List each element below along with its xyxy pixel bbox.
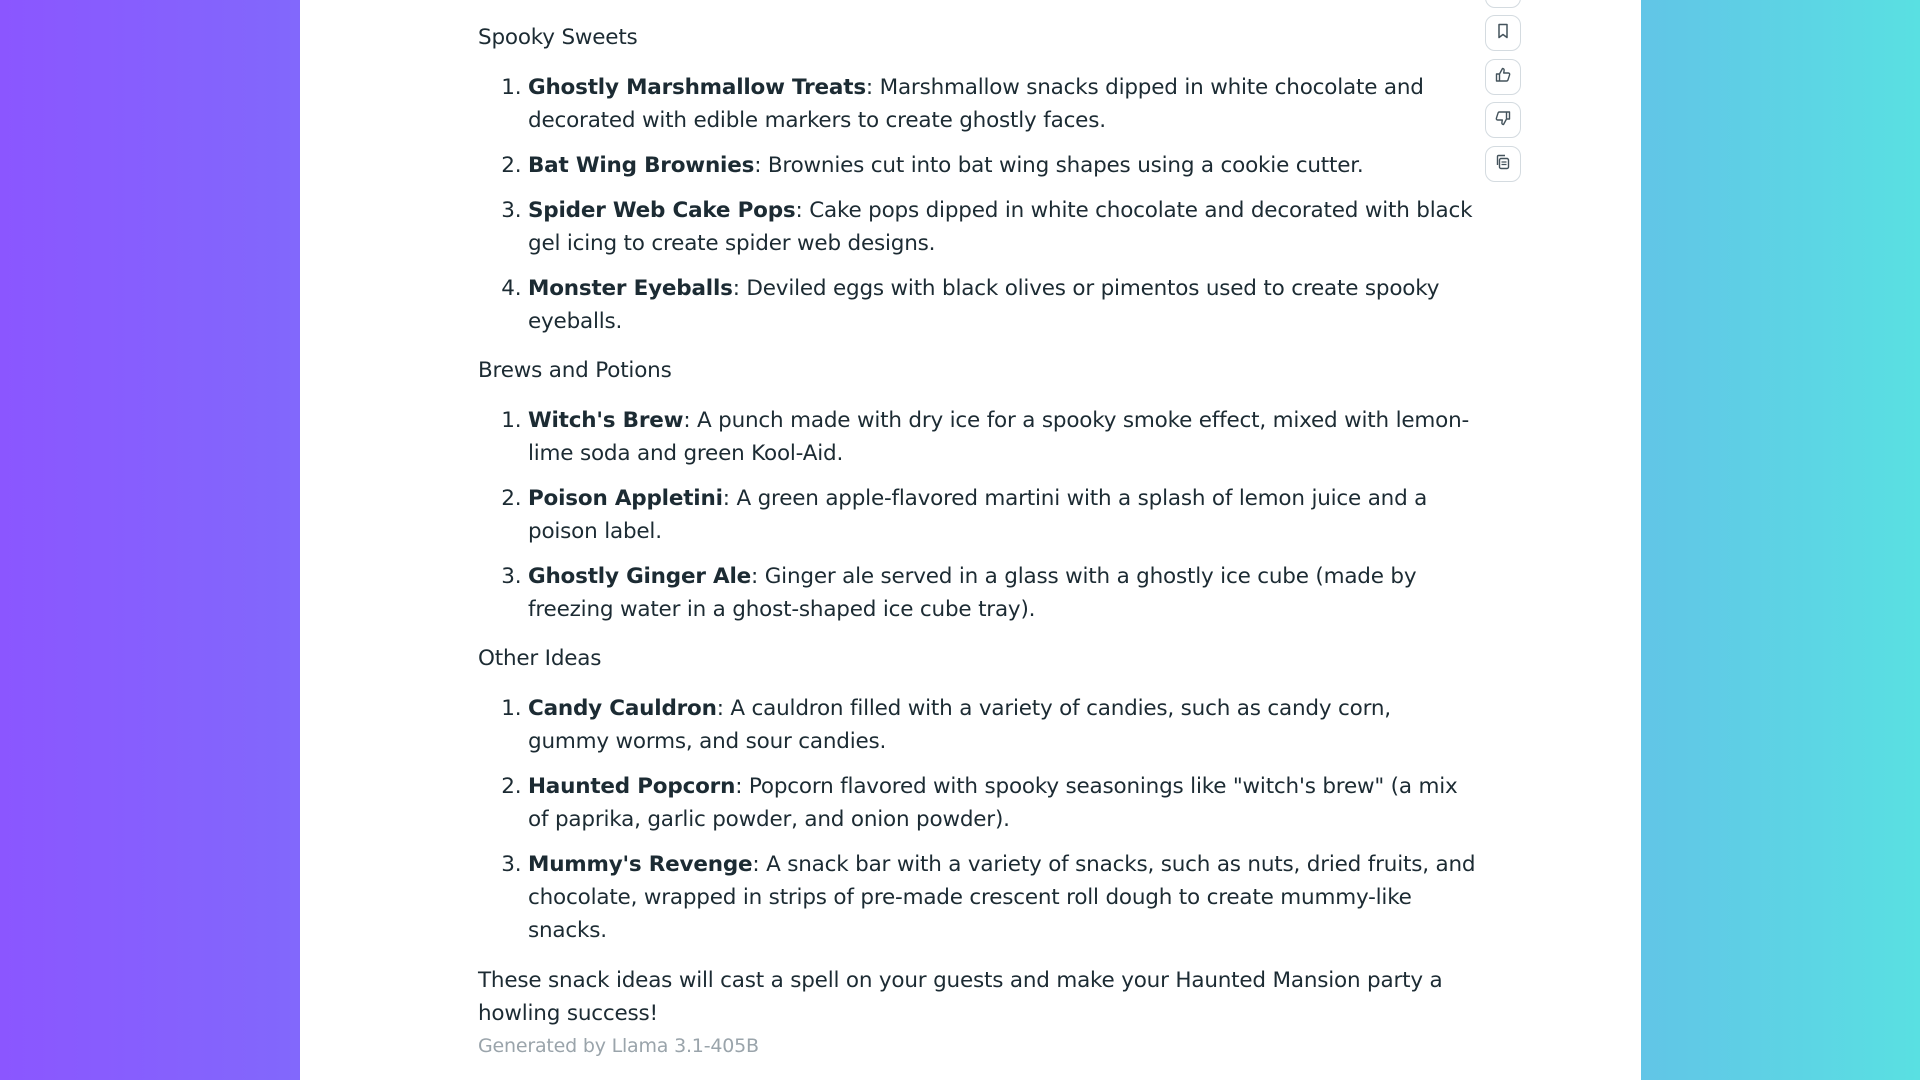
item-description: : A snack bar with a variety of snacks, such as nuts, dried fruits, and chocolate, wrapped in strips of pre-made crescent roll dough to create mummy-like snacks. [528,852,1476,943]
item-title: Ghostly Marshmallow Treats [528,75,866,100]
list-item [528,194,1478,260]
chat-page [300,0,1641,1080]
item-description: : A punch made with dry ice for a spooky smoke effect, mixed with lemon-lime soda and green Kool-Aid. [528,408,1470,466]
item-title: Candy Cauldron [528,696,717,721]
section-heading-brews-and-potions: Brews and Potions [478,358,672,383]
item-description: : A green apple-flavored martini with a splash of lemon juice and a poison label. [528,486,1428,544]
bookmark-button[interactable] [1485,15,1521,51]
item-title: Bat Wing Brownies [528,153,755,178]
item-title: Poison Appletini [528,486,723,511]
list-item [528,482,1478,548]
list-item [528,404,1478,470]
copy-button[interactable] [1485,146,1521,182]
item-description: : Cake pops dipped in white chocolate and decorated with black gel icing to create spider web designs. [528,198,1473,256]
item-title: Witch's Brew [528,408,684,433]
item-description: : Deviled eggs with black olives or pimentos used to create spooky eyeballs. [528,276,1440,334]
thumbs-up-icon [1494,66,1512,88]
item-description: : Brownies cut into bat wing shapes using a cookie cutter. [754,153,1364,178]
item-description: : A cauldron filled with a variety of candies, such as candy corn, gummy worms, and sour candies. [528,696,1391,754]
assistant-message [478,22,1478,1062]
brews-and-potions-list [478,404,1478,626]
list-item [528,560,1478,626]
thumbs-up-button[interactable] [1485,59,1521,95]
item-description: : Marshmallow snacks dipped in white chocolate and decorated with edible markers to create ghostly faces. [528,75,1424,133]
model-attribution: Generated by Llama 3.1-405B [478,1035,759,1057]
list-item [528,770,1478,836]
share-icon [1494,0,1512,1]
list-item [528,692,1478,758]
thumbs-down-icon [1494,109,1512,131]
item-title: Haunted Popcorn [528,774,736,799]
item-title: Ghostly Ginger Ale [528,564,752,589]
item-description: : Popcorn flavored with spooky seasonings like "witch's brew" (a mix of paprika, garlic powder, and onion powder). [528,774,1458,832]
section-heading-other-ideas: Other Ideas [478,646,602,671]
item-title: Monster Eyeballs [528,276,733,301]
item-title: Mummy's Revenge [528,852,753,877]
copy-icon [1494,153,1512,175]
list-item [528,149,1478,182]
list-item [528,272,1478,338]
closing-paragraph: These snack ideas will cast a spell on your guests and make your Haunted Mansion party a howling success! [478,968,1443,1026]
thumbs-down-button[interactable] [1485,102,1521,138]
spooky-sweets-list [478,71,1478,338]
section-heading-spooky-sweets: Spooky Sweets [478,25,638,50]
bookmark-icon [1494,22,1512,44]
share-button[interactable] [1485,0,1521,8]
item-title: Spider Web Cake Pops [528,198,796,223]
list-item [528,848,1478,947]
list-item [528,71,1478,137]
other-ideas-list [478,692,1478,947]
item-description: : Ginger ale served in a glass with a ghostly ice cube (made by freezing water in a ghost-shaped ice cube tray). [528,564,1417,622]
